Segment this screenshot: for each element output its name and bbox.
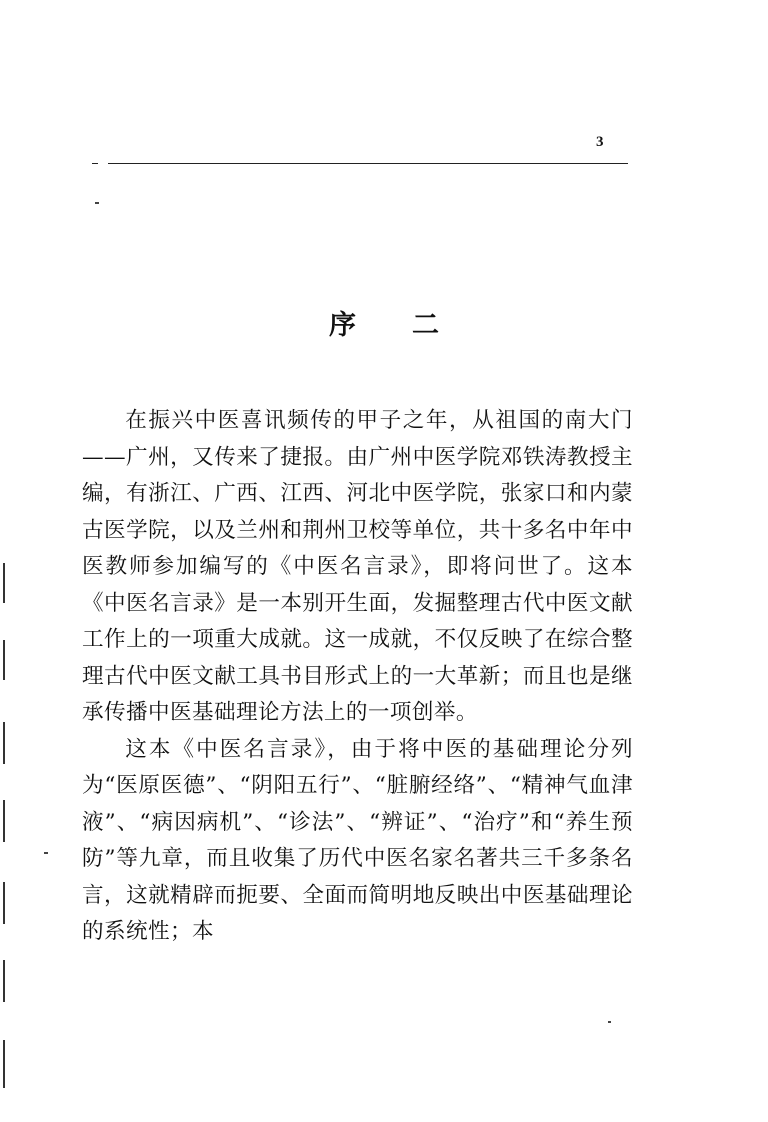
paragraph: 这本《中医名言录》，由于将中医的基础理论分列为“医原医德”、“阴阳五行”、“脏腑经络”、“精神气血津液”、“病因病机”、“诊法”、“辨证”、“治疗”和“养生预防”等九章，而且收集了历代中医名家名著共三千多条名言，这就精辟而扼要、全面而简明地反映出中医基础理论的系统性；本 xyxy=(82,736,633,944)
preface-body xyxy=(82,403,633,951)
scan-speck xyxy=(95,202,99,204)
scan-speck xyxy=(44,852,48,854)
scan-margin-line xyxy=(3,640,5,680)
scan-margin-line xyxy=(3,960,5,1002)
scan-margin-line xyxy=(3,563,5,603)
scan-margin-line xyxy=(3,800,5,842)
paragraph: 在振兴中医喜讯频传的甲子之年，从祖国的南大门——广州，又传来了捷报。由广州中医学院邓铁涛教授主编，有浙江、广西、江西、河北中医学院，张家口和内蒙古医学院，以及兰州和荆州卫校等单位，共十多名中年中医教师参加编写的《中医名言录》，即将问世了。这本《中医名言录》是一本别开生面，发掘整理古代中医文献工作上的一项重大成就。这一成就，不仅反映了在综合整理古代中医文献工具书目形式上的一大革新；而且也是继承传播中医基础理论方法上的一项创举。 xyxy=(82,408,633,725)
scan-speck xyxy=(608,1021,611,1023)
page-number: 3 xyxy=(596,134,604,150)
header-rule-gap xyxy=(98,160,108,166)
header-rule xyxy=(92,163,628,164)
scan-margin-line xyxy=(3,882,5,924)
scan-margin-line xyxy=(3,1040,5,1088)
page-title: 序二 xyxy=(329,310,495,341)
scan-margin-line xyxy=(3,722,5,764)
